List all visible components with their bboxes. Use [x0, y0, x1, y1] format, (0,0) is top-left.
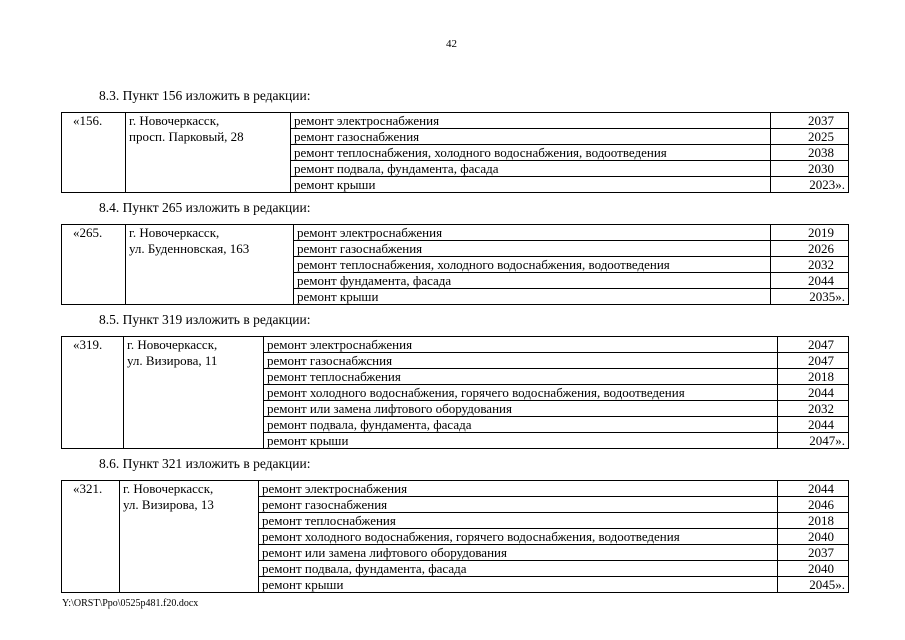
work-cell: ремонт крыши [294, 289, 771, 305]
address-street: просп. Парковый, 28 [129, 129, 244, 144]
item-number: «265. [62, 225, 126, 305]
work-cell: ремонт крыши [264, 433, 778, 449]
item-number: «321. [62, 481, 120, 593]
year-cell: 2047». [778, 433, 849, 449]
year-cell: 2026 [771, 241, 849, 257]
work-cell: ремонт электроснабжения [294, 225, 771, 241]
work-cell: ремонт теплоснабжения, холодного водоснабжения, водоотведения [291, 145, 771, 161]
work-cell: ремонт крыши [259, 577, 778, 593]
address-cell [126, 113, 291, 193]
work-cell: ремонт или замена лифтового оборудования [259, 545, 778, 561]
work-cell: ремонт электроснабжения [259, 481, 778, 497]
work-cell: ремонт газоснабжения [294, 241, 771, 257]
year-cell: 2047 [778, 353, 849, 369]
address-cell [126, 225, 294, 305]
file-path-footer: Y:\ORST\Ppo\0525p481.f20.docx [62, 598, 199, 609]
page-number: 42 [446, 38, 457, 50]
year-cell: 2044 [778, 385, 849, 401]
address-city: г. Новочеркасск, [129, 225, 220, 240]
year-cell: 2032 [778, 401, 849, 417]
section-heading: 8.4. Пункт 265 изложить в редакции: [99, 200, 311, 215]
year-cell: 2018 [778, 369, 849, 385]
table-row [62, 113, 849, 129]
year-cell: 2038 [771, 145, 849, 161]
address-city: г. Новочеркасск, [123, 481, 214, 496]
year-cell: 2023». [771, 177, 849, 193]
year-cell: 2025 [771, 129, 849, 145]
works-table [61, 224, 849, 305]
address-street: ул. Визирова, 11 [127, 353, 218, 368]
work-cell: ремонт газоснабжения [259, 497, 778, 513]
item-number: «156. [62, 113, 126, 193]
work-cell: ремонт подвала, фундамента, фасада [264, 417, 778, 433]
works-table [61, 336, 849, 449]
year-cell: 2037 [778, 545, 849, 561]
work-cell: ремонт электроснабжения [291, 113, 771, 129]
address-city: г. Новочеркасск, [127, 337, 218, 352]
work-cell: ремонт электроснабжения [264, 337, 778, 353]
section-heading: 8.3. Пункт 156 изложить в редакции: [99, 88, 311, 103]
year-cell: 2035». [771, 289, 849, 305]
address-cell [120, 481, 259, 593]
year-cell: 2044 [778, 417, 849, 433]
year-cell: 2044 [778, 481, 849, 497]
work-cell: ремонт холодного водоснабжения, горячего водоснабжения, водоотведения [264, 385, 778, 401]
address-street: ул. Буденновская, 163 [129, 241, 250, 256]
works-table [61, 480, 849, 593]
year-cell: 2037 [771, 113, 849, 129]
work-cell: ремонт фундамента, фасада [294, 273, 771, 289]
work-cell: ремонт теплоснабжения [259, 513, 778, 529]
work-cell: ремонт или замена лифтового оборудования [264, 401, 778, 417]
work-cell: ремонт холодного водоснабжения, горячего водоснабжения, водоотведения [259, 529, 778, 545]
work-cell: ремонт теплоснабжения, холодного водоснабжения, водоотведения [294, 257, 771, 273]
address-cell [124, 337, 264, 449]
year-cell: 2044 [771, 273, 849, 289]
year-cell: 2019 [771, 225, 849, 241]
year-cell: 2040 [778, 529, 849, 545]
year-cell: 2032 [771, 257, 849, 273]
section-heading: 8.5. Пункт 319 изложить в редакции: [99, 312, 311, 327]
work-cell: ремонт подвала, фундамента, фасада [259, 561, 778, 577]
table-row [62, 481, 849, 497]
address-city: г. Новочеркасск, [129, 113, 220, 128]
year-cell: 2047 [778, 337, 849, 353]
item-number: «319. [62, 337, 124, 449]
table-row [62, 225, 849, 241]
year-cell: 2046 [778, 497, 849, 513]
address-street: ул. Визирова, 13 [123, 497, 214, 512]
section-heading: 8.6. Пункт 321 изложить в редакции: [99, 456, 311, 471]
work-cell: ремонт газоснабжения [291, 129, 771, 145]
work-cell: ремонт подвала, фундамента, фасада [291, 161, 771, 177]
work-cell: ремонт газоснабжсния [264, 353, 778, 369]
work-cell: ремонт крыши [291, 177, 771, 193]
year-cell: 2030 [771, 161, 849, 177]
work-cell: ремонт теплоснабжения [264, 369, 778, 385]
year-cell: 2040 [778, 561, 849, 577]
table-row [62, 337, 849, 353]
year-cell: 2045». [778, 577, 849, 593]
year-cell: 2018 [778, 513, 849, 529]
works-table [61, 112, 849, 193]
